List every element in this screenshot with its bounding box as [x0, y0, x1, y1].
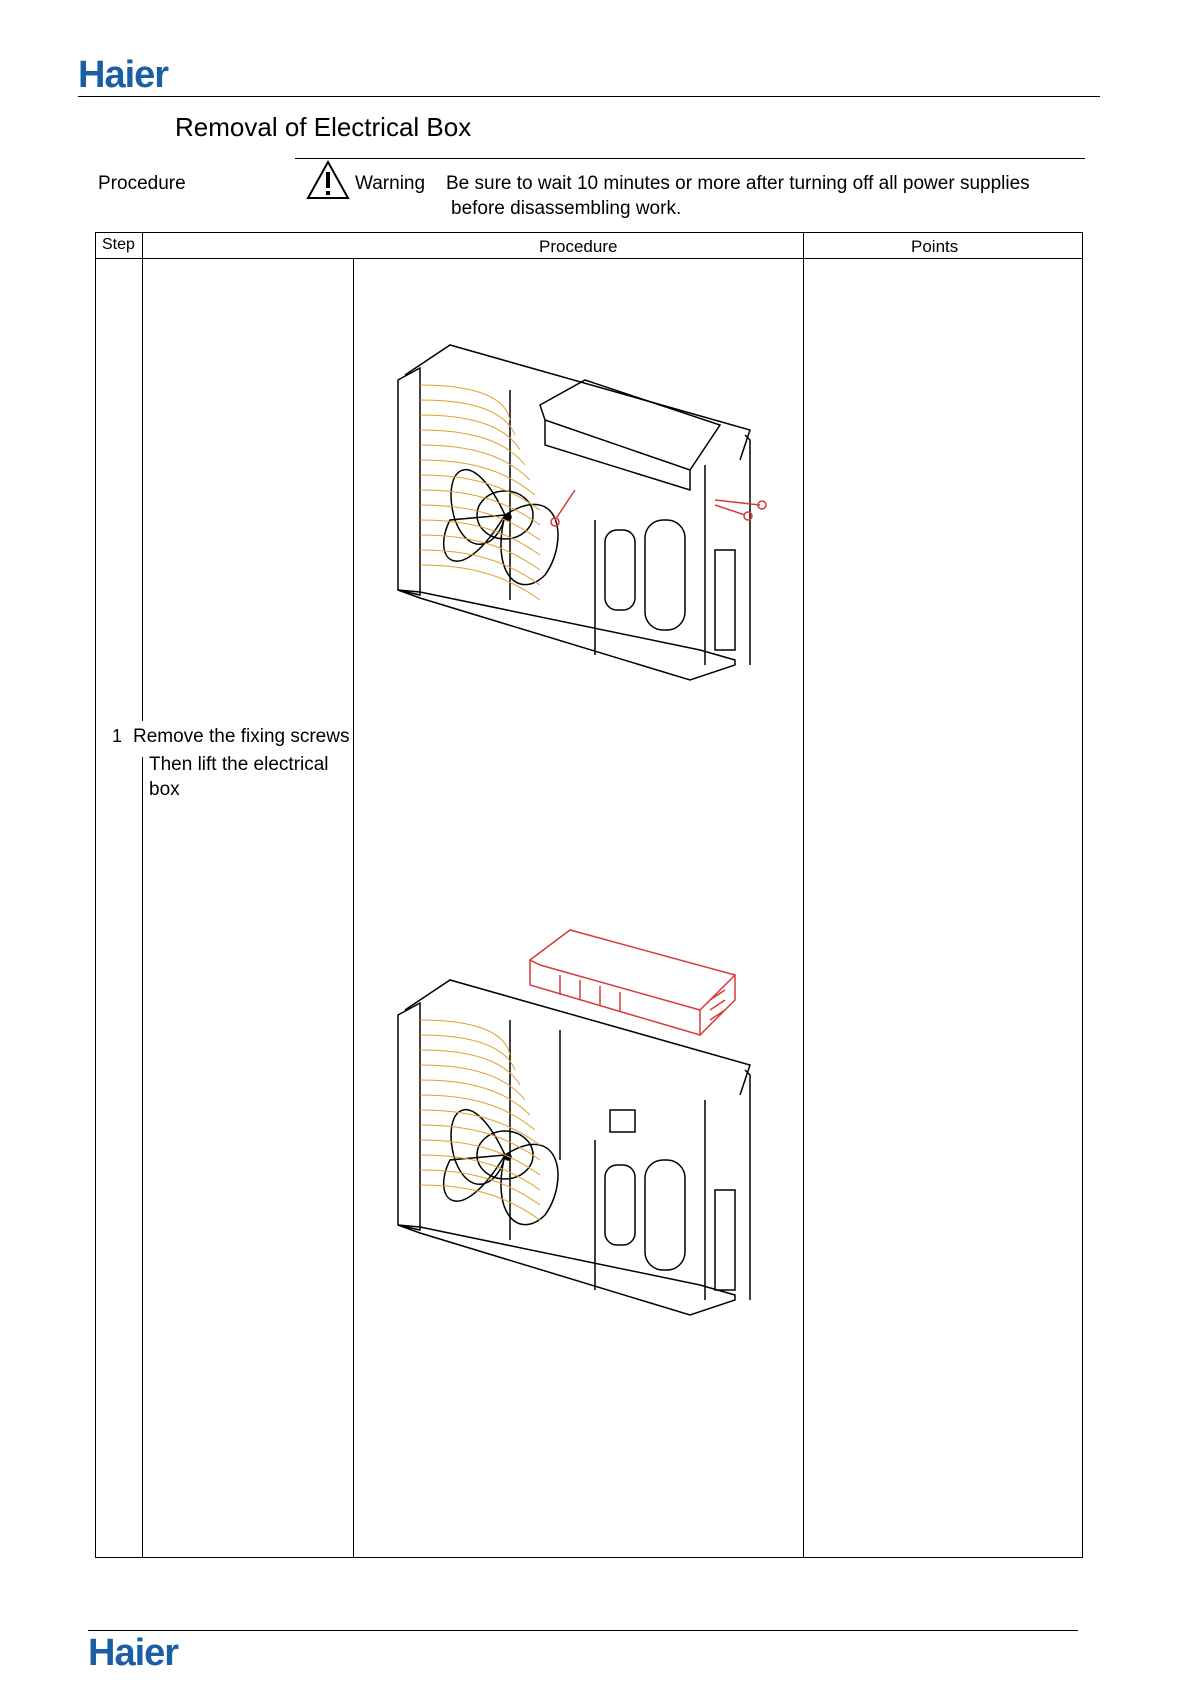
warning-text-line2: before disassembling work.	[451, 198, 682, 219]
page-title: Removal of Electrical Box	[175, 112, 472, 142]
header-points: Points	[911, 237, 959, 256]
procedure-label: Procedure	[98, 173, 186, 194]
header-procedure: Procedure	[539, 237, 618, 256]
footer-rule	[88, 1630, 1078, 1631]
step-instruction-line3: box	[149, 779, 180, 800]
warning-label: Warning	[355, 173, 426, 194]
footer-haier-logo: Haier	[88, 1632, 179, 1674]
step-instruction-line1: Remove the fixing screws	[133, 726, 350, 747]
haier-logo: Haier	[78, 54, 169, 96]
lifted-electrical-box	[530, 930, 735, 1035]
step-instruction-line2: Then lift the electrical	[149, 754, 329, 775]
warning-text-line1: Be sure to wait 10 minutes or more after turning off all power supplies	[446, 173, 1030, 194]
header-step: Step	[102, 236, 135, 253]
step-number: 1	[112, 726, 123, 746]
